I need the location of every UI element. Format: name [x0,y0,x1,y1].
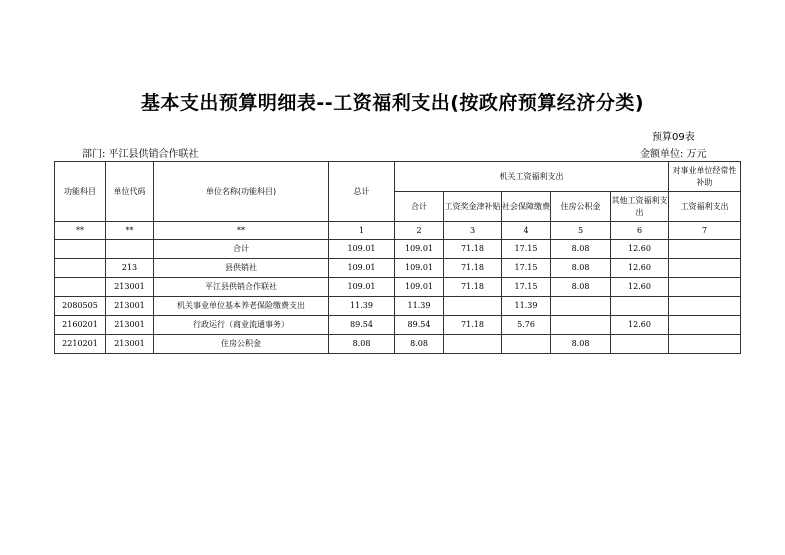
cell-sub-total: 109.01 [395,259,444,278]
index-cell: 7 [669,222,741,240]
cell-unit-name: 县供销社 [154,259,329,278]
header-wage-bonus: 工资奖金津补贴 [444,192,502,222]
header-org-wage-group: 机关工资福利支出 [395,162,669,192]
header-public-inst-wage: 工资福利支出 [669,192,741,222]
table-row [55,259,741,278]
cell-unit-name: 平江县供销合作联社 [154,278,329,297]
header-total: 总计 [329,162,395,222]
cell-public-inst-wage [669,240,741,259]
index-cell: 1 [329,222,395,240]
cell-unit-name: 机关事业单位基本养老保险缴费支出 [154,297,329,316]
cell-unit-name: 合计 [154,240,329,259]
budget-table [54,161,741,354]
cell-social-security: 17.15 [502,240,551,259]
index-cell: 3 [444,222,502,240]
cell-other-wage [611,335,669,354]
form-number: 预算09表 [652,132,695,143]
cell-wage-bonus: 71.18 [444,259,502,278]
cell-public-inst-wage [669,278,741,297]
header-social-security: 社会保障缴费 [502,192,551,222]
index-cell: 2 [395,222,444,240]
index-cell: ** [55,222,106,240]
cell-public-inst-wage [669,259,741,278]
cell-other-wage: 12.60 [611,240,669,259]
cell-total: 109.01 [329,278,395,297]
cell-total: 109.01 [329,259,395,278]
cell-housing-fund [551,316,611,335]
cell-sub-total: 8.08 [395,335,444,354]
header-other-wage: 其他工资福利支出 [611,192,669,222]
header-func-code: 功能科目 [55,162,106,222]
cell-total: 8.08 [329,335,395,354]
index-cell: 5 [551,222,611,240]
table-row [55,297,741,316]
cell-func-code: 2210201 [55,335,106,354]
amount-unit-label: 金额单位: 万元 [640,149,707,160]
cell-total: 11.39 [329,297,395,316]
index-cell: ** [106,222,154,240]
header-unit-code: 单位代码 [106,162,154,222]
cell-func-code: 2080505 [55,297,106,316]
cell-unit-code: 213001 [106,316,154,335]
page-title: 基本支出预算明细表--工资福利支出(按政府预算经济分类) [140,92,645,114]
table-body [55,240,741,354]
cell-func-code [55,278,106,297]
table-row [55,240,741,259]
cell-housing-fund: 8.08 [551,240,611,259]
cell-sub-total: 109.01 [395,278,444,297]
cell-social-security [502,335,551,354]
cell-social-security: 17.15 [502,278,551,297]
table-row [55,335,741,354]
index-cell: 4 [502,222,551,240]
cell-total: 89.54 [329,316,395,335]
cell-public-inst-wage [669,316,741,335]
cell-housing-fund [551,297,611,316]
header-sub-total: 合计 [395,192,444,222]
cell-social-security: 17.15 [502,259,551,278]
header-unit-name: 单位名称(功能科目) [154,162,329,222]
table-header [55,162,741,240]
cell-wage-bonus [444,335,502,354]
cell-unit-code: 213001 [106,278,154,297]
cell-unit-code: 213 [106,259,154,278]
department-label: 部门: 平江县供销合作联社 [82,149,199,160]
cell-housing-fund: 8.08 [551,335,611,354]
cell-func-code: 2160201 [55,316,106,335]
cell-total: 109.01 [329,240,395,259]
cell-func-code [55,240,106,259]
header-housing-fund: 住房公积金 [551,192,611,222]
cell-other-wage [611,297,669,316]
index-cell: ** [154,222,329,240]
cell-wage-bonus: 71.18 [444,316,502,335]
cell-sub-total: 89.54 [395,316,444,335]
cell-sub-total: 11.39 [395,297,444,316]
cell-wage-bonus: 71.18 [444,278,502,297]
cell-unit-name: 住房公积金 [154,335,329,354]
cell-unit-code [106,240,154,259]
index-cell: 6 [611,222,669,240]
cell-wage-bonus [444,297,502,316]
cell-unit-code: 213001 [106,335,154,354]
cell-public-inst-wage [669,297,741,316]
cell-housing-fund: 8.08 [551,278,611,297]
cell-unit-code: 213001 [106,297,154,316]
cell-housing-fund: 8.08 [551,259,611,278]
cell-sub-total: 109.01 [395,240,444,259]
index-row [55,222,741,240]
header-public-inst-group: 对事业单位经常性补助 [669,162,741,192]
cell-other-wage: 12.60 [611,316,669,335]
cell-unit-name: 行政运行（商业流通事务） [154,316,329,335]
cell-social-security: 11.39 [502,297,551,316]
cell-other-wage: 12.60 [611,259,669,278]
table-row [55,316,741,335]
cell-social-security: 5.76 [502,316,551,335]
cell-public-inst-wage [669,335,741,354]
table-row [55,278,741,297]
cell-other-wage: 12.60 [611,278,669,297]
cell-wage-bonus: 71.18 [444,240,502,259]
cell-func-code [55,259,106,278]
